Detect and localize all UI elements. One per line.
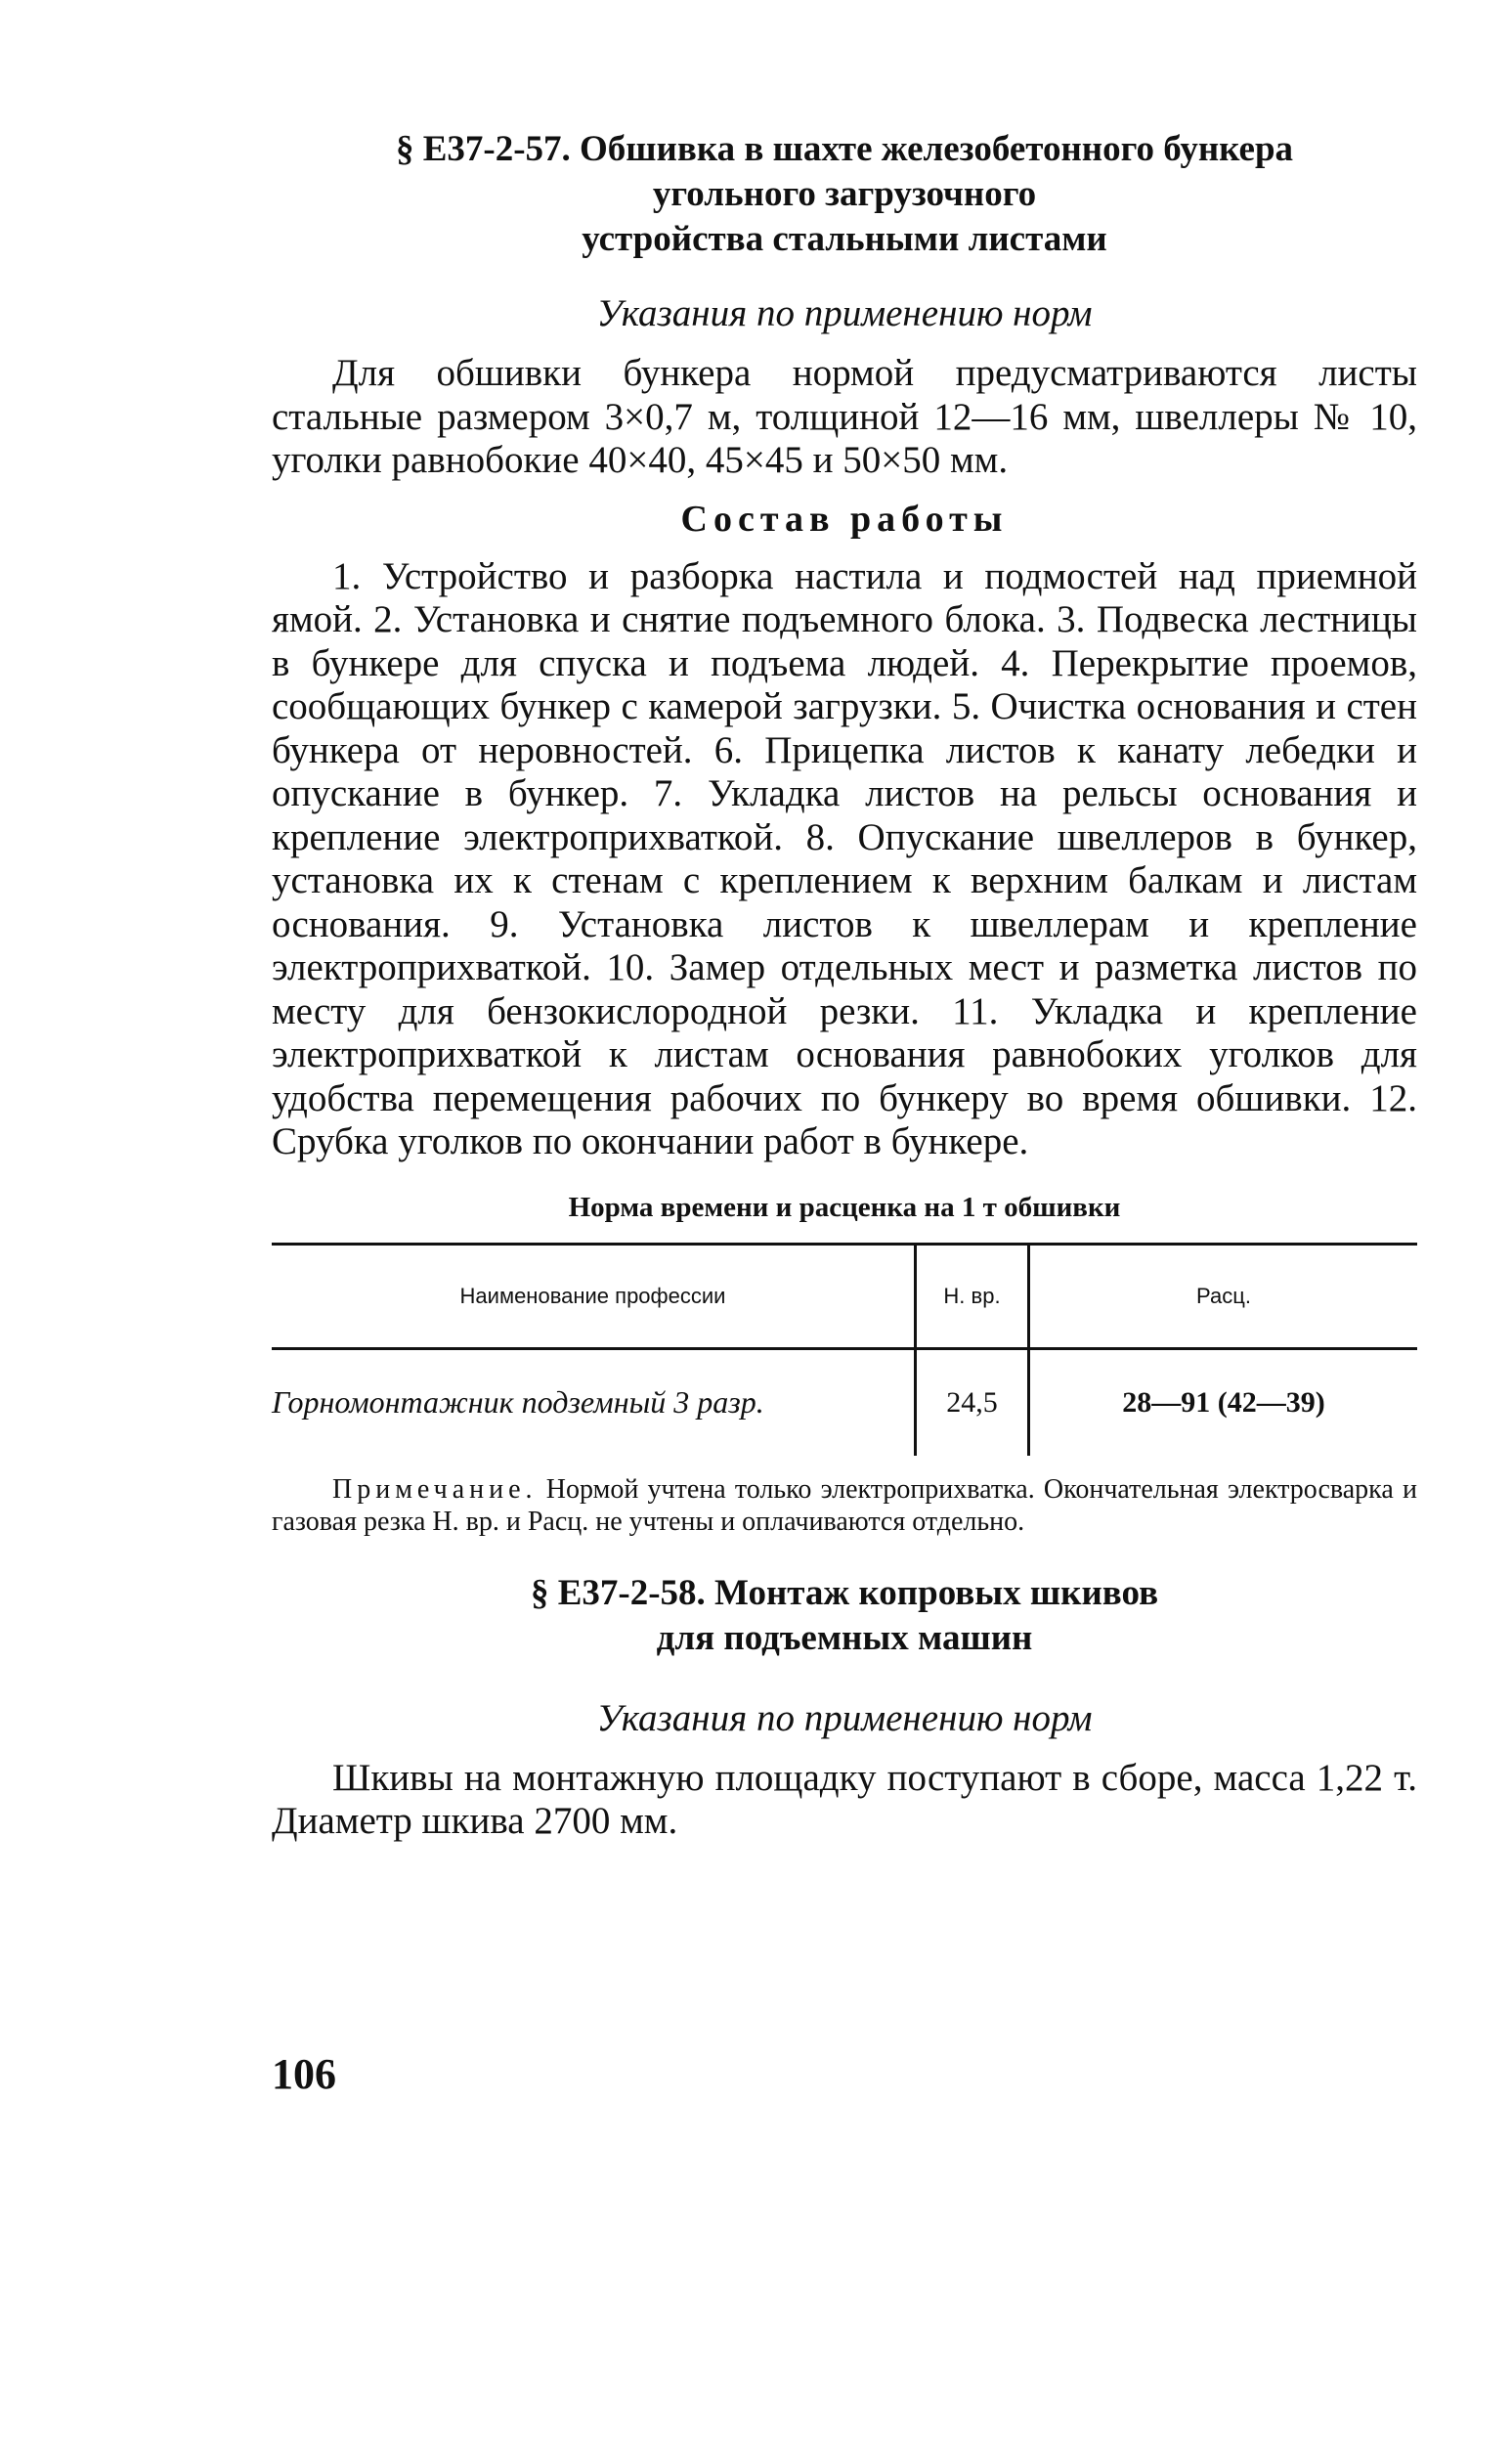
- header-rate: Расц.: [1029, 1244, 1418, 1348]
- title-line-1: § Е37-2-57. Обшивка в шахте железобетонного бункера: [395, 129, 1294, 169]
- cell-profession: Горномонтажник подземный 3 разр.: [272, 1384, 764, 1420]
- page-content: [272, 127, 1417, 1844]
- title-line-2: угольного загрузочного: [652, 174, 1037, 214]
- guidelines-paragraph: Для обшивки бункера нормой предусматриваются листы стальные размером 3×0,7 м, толщиной 12—16 мм, швеллеры № 10, уголки равнобокие 40×40, 45×45 и 50×50 мм.: [272, 352, 1417, 481]
- guidelines-heading-2: Указания по применению норм: [596, 1696, 1093, 1739]
- norm-table-title: Норма времени и расценка на 1 т обшивки: [568, 1191, 1121, 1223]
- guidelines-heading: Указания по применению норм: [596, 292, 1093, 334]
- cell-time-norm: 24,5: [916, 1348, 1029, 1456]
- section-title-e37-2-58: [272, 1571, 1417, 1661]
- note-text: Нормой учтена только электроприхватка. Окончательная электросварка и газовая резка Н. вр. и Расц. не учтены и оплачиваются отдельно.: [272, 1473, 1417, 1537]
- work-composition-heading: Состав работы: [680, 498, 1009, 540]
- norm-table: [272, 1243, 1417, 1456]
- guidelines-paragraph-2: Шкивы на монтажную площадку поступают в сборе, масса 1,22 т. Диаметр шкива 2700 мм.: [272, 1756, 1417, 1842]
- title-line-3: устройства стальными листами: [582, 219, 1107, 259]
- title2-line-1: § Е37-2-58. Монтаж копровых шкивов: [530, 1572, 1159, 1613]
- table-note: [272, 1473, 1417, 1538]
- header-time-norm: Н. вр.: [916, 1244, 1029, 1348]
- note-label: Примечание.: [332, 1473, 538, 1505]
- header-profession: Наименование профессии: [272, 1244, 916, 1348]
- section-title-e37-2-57: [272, 127, 1417, 262]
- page-number: 106: [272, 2050, 336, 2098]
- title2-line-2: для подъемных машин: [656, 1617, 1033, 1658]
- work-composition-paragraph: 1. Устройство и разборка настила и подмостей над приемной ямой. 2. Установка и снятие подъемного блока. 3. Подвеска лестницы в бункере для спуска и подъема людей. 4. Перекрытие проемов, сообщающих бункер с камерой загрузки. 5. Очистка основания и стен бункера от неровностей. 6. Прицепка листов к канату лебедки и опускание в бункер. 7. Укладка листов на рельсы основания и крепление электроприхваткой. 8. Опускание швеллеров в бункер, установка их к стенам с креплением к верхним балкам и листам основания. 9. Установка листов к швеллерам и крепление электроприхваткой. 10. Замер отдельных мест и разметка листов по месту для бензокислородной резки. 11. Укладка и крепление электроприхваткой к листам основания равнобоких уголков для удобства перемещения рабочих по бункеру во время обшивки. 12. Срубка уголков по окончании работ в бункере.: [272, 554, 1417, 1162]
- cell-rate: 28—91 (42—39): [1122, 1385, 1325, 1419]
- table-row: [272, 1348, 1417, 1456]
- table-header-row: [272, 1244, 1417, 1348]
